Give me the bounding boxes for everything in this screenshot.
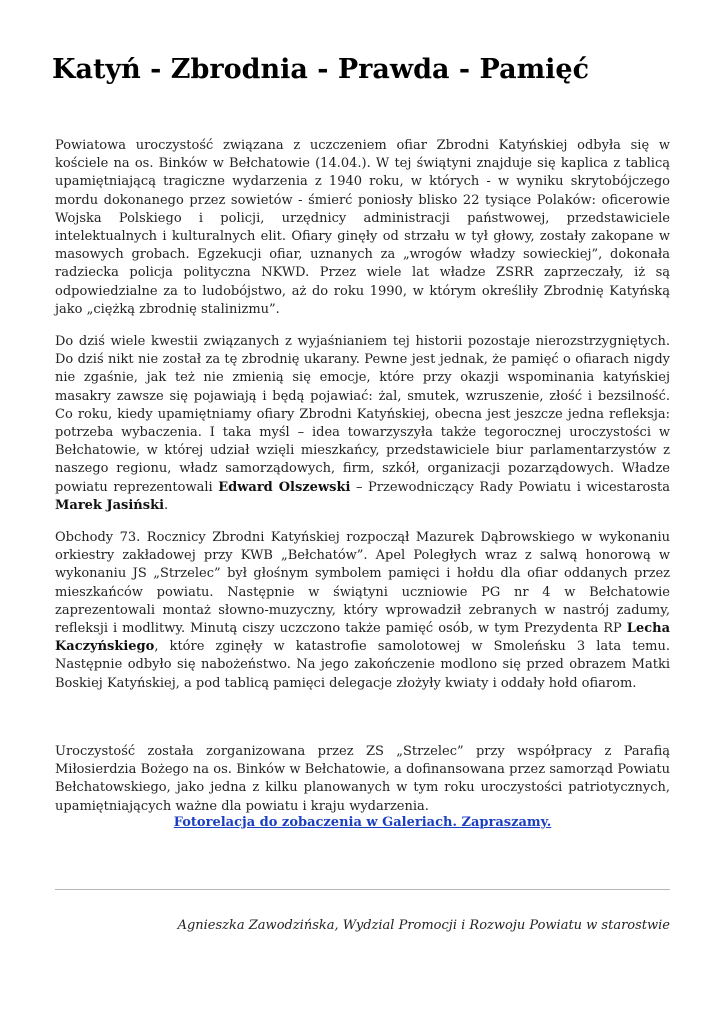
- page-title: Katyń - Zbrodnia - Prawda - Pamięć: [52, 54, 590, 85]
- paragraph-ceremony-end: , które zginęły w katastrofie samolotowej w Smoleńsku 3 lata temu. Następnie odbyło się nabożeństwo. Na jego zakończenie modlono się przed obrazem Matki Boskiej Katyńskiej, a pod tablicą pamięci delegacje złożyły kwiaty i oddały hołd ofiarom.: [55, 639, 670, 691]
- person-name-kaczynski: Lecha Kaczyńskiego: [55, 621, 670, 655]
- paragraph-organizers: Uroczystość została zorganizowana przez ZS „Strzelec” przy współpracy z Parafią Miłosierdzia Bożego na os. Binków w Bełchatowie, a dofinansowana przez samorząd Powiatu Bełchatowskiego, jako jedna z kilku planowanych w tym roku uroczystości patriotycznych, upamiętniających ważne dla powiatu i kraju wydarzenia.: [55, 743, 670, 814]
- gallery-link[interactable]: Fotorelacja do zobaczenia w Galeriach. Zapraszamy.: [173, 815, 552, 830]
- paragraph-intro: Powiatowa uroczystość związana z uczczeniem ofiar Zbrodni Katyńskiej odbyła się w kościele na os. Binków w Bełchatowie (14.04.). W tej świątyni znajduje się kaplica z tablicą upamiętniającą tragiczne wydarzenia z 1940 roku, w których - w wyniku skrytobójczego mordu dokonanego przez sowietów - śmierć poniosły blisko 22 tysiące Polaków: oficerowie Wojska Polskiego i policji, urzędnicy administracji państwowej, przedstawiciele intelektualnych i kulturalnych elit. Ofiary ginęły od strzału w tył głowy, zostały zakopane w masowych grobach. Egzekucji ofiar, uznanych za „wrogów władzy sowieckiej”, dokonała radziecka policja polityczna NKWD. Przez wiele lat władze ZSRR zaprzeczały, iż są odpowiedzialne za to ludobójstwo, aż do roku 1990, w którym określiły Zbrodnię Katyńską jako „ciężką zbrodnię stalinizmu”.: [55, 138, 670, 317]
- person-name-jasinski: Marek Jasiński: [55, 497, 165, 513]
- gallery-link-container: [55, 814, 670, 832]
- person-name-olszewski: Edward Olszewski: [218, 479, 351, 495]
- paragraph-ceremony-text: Obchody 73. Rocznicy Zbrodni Katyńskiej rozpoczął Mazurek Dąbrowskiego w wykonaniu orkiestry zakładowej przy KWB „Bełchatów”. Apel Poległych wraz z salwą honorową w wykonaniu JS „Strzelec” był głośnym symbolem pamięci i hołdu dla ofiar oddanych przez mieszkańców powiatu. Następnie w świątyni uczniowie PG nr 4 w Bełchatowie zaprezentowali montaż słowno-muzyczny, który wprowadził zebranych w nastrój zadumy, refleksji i modlitwy. Minutą ciszy uczczono także pamięć osób, w tym Prezydenta RP: [55, 530, 670, 637]
- article-body: [55, 137, 670, 816]
- paragraph-remembrance-end: .: [164, 497, 169, 513]
- paragraph-remembrance: [55, 333, 670, 515]
- footer-divider: [55, 889, 670, 890]
- paragraph-ceremony: [55, 529, 670, 693]
- author-signature: Agnieszka Zawodzińska, Wydzial Promocji i Rozwoju Powiatu w starostwie: [177, 918, 670, 933]
- paragraph-remembrance-text: Do dziś wiele kwestii związanych z wyjaśnianiem tej historii pozostaje nierozstrzygniętych. Do dziś nikt nie został za tę zbrodnię ukarany. Pewne jest jednak, że pamięć o ofiarach nigdy nie zgaśnie, jak też nie zmienią się emocje, które przy okazji wspominania katyńskiej masakry zawsze się pojawiają i będą pojawiać: żal, smutek, wzruszenie, złość i bezsilność. Co roku, kiedy upamiętniamy ofiary Zbrodni Katyńskiej, obecna jest jeszcze jedna refleksja: potrzeba wybaczenia. I taka myśl – idea towarzyszyła także tegorocznej uroczystości w Bełchatowie, w której udział wzięli mieszkańcy, przedstawiciele biur parlamentarzystów z naszego regionu, władz samorządowych, firm, szkół, organizacji pozarządowych. Władze powiatu reprezentowali: [55, 334, 670, 495]
- paragraph-remembrance-middle: – Przewodniczący Rady Powiatu i wicestarosta: [350, 479, 670, 495]
